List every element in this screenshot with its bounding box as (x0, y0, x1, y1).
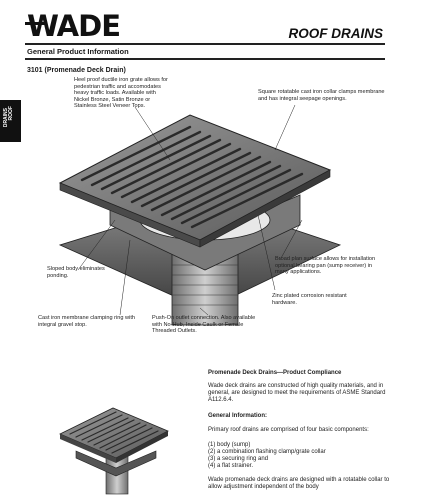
section-title: General Product Information (27, 47, 129, 56)
component-item: (4) a flat strainer. (208, 463, 254, 469)
closing-paragraph: Wade promenade deck drains are designed with a rotatable collar to allow adjustment independent of the body (208, 477, 390, 490)
brand-logo: WADE (27, 9, 121, 43)
product-title: 3101 (Promenade Deck Drain) (27, 67, 126, 74)
side-tab-label-line1b: DRAINS (3, 108, 9, 128)
side-tab-label-line1: ROOF (7, 106, 14, 121)
component-item: (3) a securing ring and (208, 456, 269, 462)
component-item: (1) body (sump) (208, 442, 251, 448)
component-list (208, 442, 393, 470)
callout-grate: Heel proof ductile iron grate allows for pedestrian traffic and accomodates heavy traffic loads. Available with Nickel Bronze, Satin Bronze or Stainless Steel Veneer Tops. (74, 77, 168, 110)
section-rule (25, 58, 385, 60)
header-rule (25, 43, 385, 45)
callout-collar: Square rotatable cast iron collar clamps membrane and has integral seepage openings. (258, 89, 385, 102)
page-title: ROOF DRAINS (288, 26, 383, 41)
component-item: (2) a combination flashing clamp/grate collar (208, 449, 326, 455)
compliance-paragraph: Wade deck drains are constructed of high quality materials, and in general, are designed to meet the requirements of ASME Standard A112.6.4. (208, 383, 386, 403)
compliance-heading: Promenade Deck Drains—Product Compliance (208, 370, 342, 376)
general-info-heading: General Information: (208, 413, 268, 419)
callout-hardware: Zinc plated corrosion resistant hardware. (272, 293, 347, 306)
general-info-intro: Primary roof drains are comprised of four basic components: (208, 427, 369, 433)
callout-flange: Broad plan surface allows for installation optional bearing pan (sump receiver) in many applications. (275, 256, 376, 276)
callout-outlet: Push-On outlet connection. Also available with No-Hub, Inside Caulk or Female Threaded Outlets. (152, 315, 256, 335)
deck-drain-small-illustration (58, 396, 170, 496)
callout-clamping-ring: Cast iron membrane clamping ring with integral gravel stop. (38, 315, 135, 328)
callout-sloped-body: Sloped body eliminates ponding. (47, 266, 105, 279)
